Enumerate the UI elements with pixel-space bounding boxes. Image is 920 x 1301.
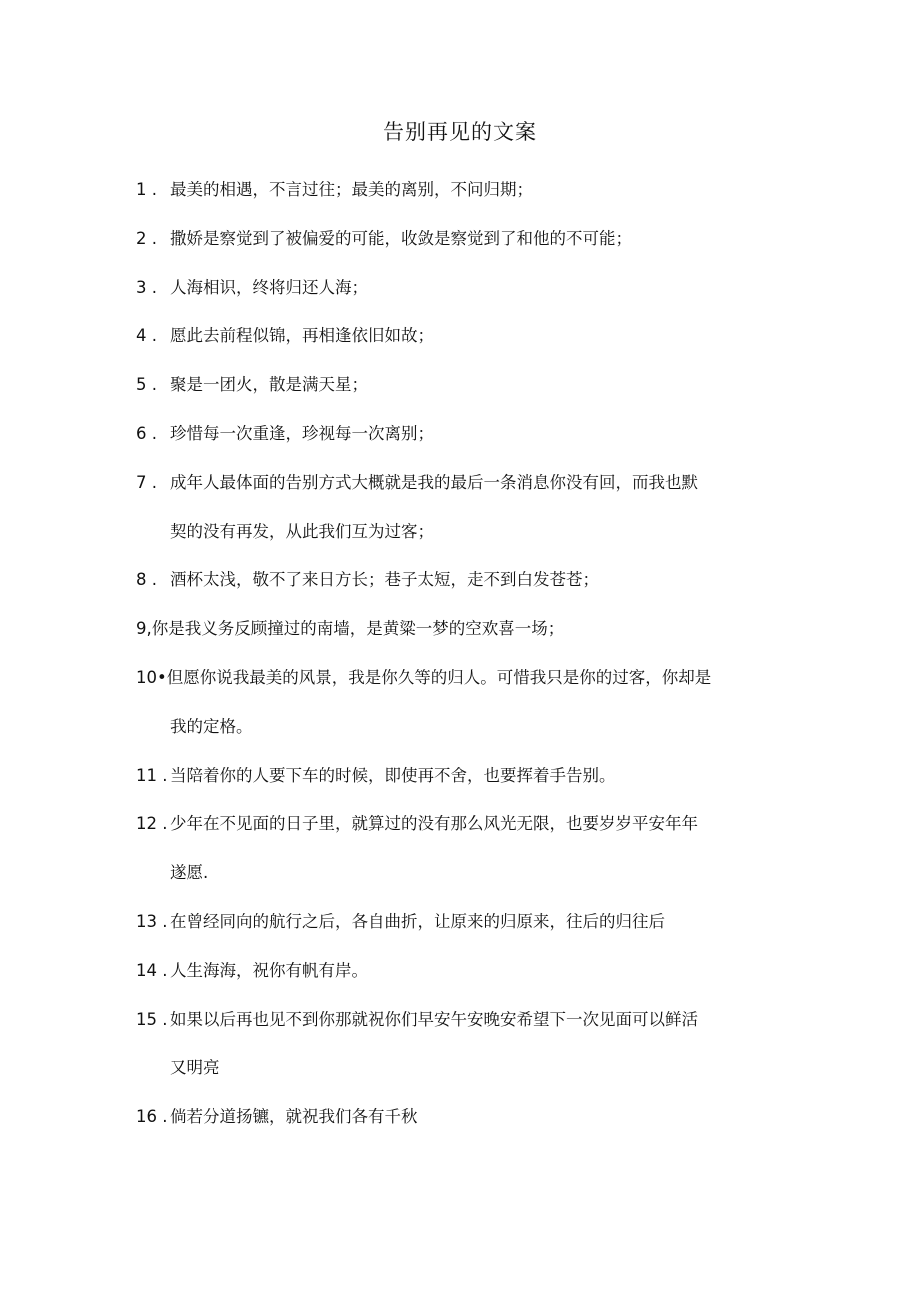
list-item	[136, 312, 786, 361]
item-number: 1 .	[136, 180, 157, 199]
item-text: 珍惜每一次重逢，珍视每一次离别；	[170, 423, 434, 443]
list-item	[136, 361, 786, 410]
item-text: 成年人最体面的告别方式大概就是我的最后一条消息你没有回，而我也默	[170, 472, 698, 492]
item-number: 3 .	[136, 277, 157, 297]
item-number: 4 .	[136, 326, 157, 346]
item-text: 愿此去前程似锦，再相逢依旧如故；	[170, 326, 434, 346]
list-item	[136, 800, 786, 898]
item-number: 9,	[136, 619, 152, 639]
list-item	[136, 654, 786, 752]
item-list	[136, 166, 786, 1142]
item-number: 10•	[136, 667, 167, 687]
item-text: 但愿你说我最美的风景，我是你久等的归人。可惜我只是你的过客，你却是	[166, 667, 712, 687]
list-item	[136, 556, 786, 605]
item-text: 人海相识，终将归还人海；	[170, 277, 368, 297]
item-text: 人生海海，祝你有帆有岸。	[170, 960, 368, 980]
list-item	[136, 264, 786, 313]
item-text: 倘若分道扬镳，就祝我们各有千秋	[170, 1107, 418, 1127]
list-item	[136, 1093, 786, 1142]
item-text: 少年在不见面的日子里，就算过的没有那么风光无限，也要岁岁平安年年	[170, 814, 698, 834]
document-title: 告别再见的文案	[383, 120, 537, 144]
list-item	[136, 898, 786, 947]
list-item	[136, 752, 786, 801]
item-text: 在曾经同向的航行之后，各自曲折，让原来的归原来，往后的归往后	[170, 911, 665, 931]
item-number: 8 .	[136, 570, 157, 590]
item-text: 如果以后再也见不到你那就祝你们早安午安晚安希望下一次见面可以鲜活	[170, 1009, 698, 1029]
item-number: 13 .	[136, 911, 168, 931]
item-number: 16 .	[136, 1107, 168, 1127]
list-item	[136, 459, 786, 557]
list-item	[136, 947, 786, 996]
item-number: 6 .	[136, 423, 157, 443]
item-number: 12 .	[136, 814, 168, 834]
list-item	[136, 996, 786, 1094]
item-text: 最美的相遇，不言过往；最美的离别，不问归期；	[170, 180, 533, 199]
item-number: 5 .	[136, 375, 157, 395]
item-lead-line	[136, 619, 564, 638]
item-text: 聚是一团火，散是满天星；	[170, 375, 368, 395]
item-text: 当陪着你的人要下车的时候，即使再不舍，也要挥着手告别。	[170, 765, 616, 785]
list-item	[136, 215, 786, 264]
item-text-continuation: 又明亮	[170, 1058, 220, 1078]
item-text: 酒杯太浅，敬不了来日方长；巷子太短，走不到白发苍苍；	[170, 570, 599, 590]
item-text-continuation: 遂愿.	[170, 863, 209, 883]
item-number: 2 .	[136, 228, 157, 248]
item-text: 你是我义务反顾撞过的南墙，是黄粱一梦的空欢喜一场；	[151, 619, 565, 639]
item-number: 11 .	[136, 765, 168, 785]
item-number: 14 .	[136, 960, 168, 980]
item-lead-line	[136, 654, 786, 703]
list-item	[136, 410, 786, 459]
item-text-continuation: 契的没有再发，从此我们互为过客；	[170, 521, 434, 541]
item-number: 7 .	[136, 472, 157, 492]
item-text: 撒娇是察觉到了被偏爱的可能，收敛是察觉到了和他的不可能；	[170, 228, 632, 248]
item-text-continuation: 我的定格。	[170, 716, 253, 736]
list-item	[136, 605, 786, 654]
list-item	[136, 166, 786, 215]
item-number: 15 .	[136, 1009, 168, 1029]
